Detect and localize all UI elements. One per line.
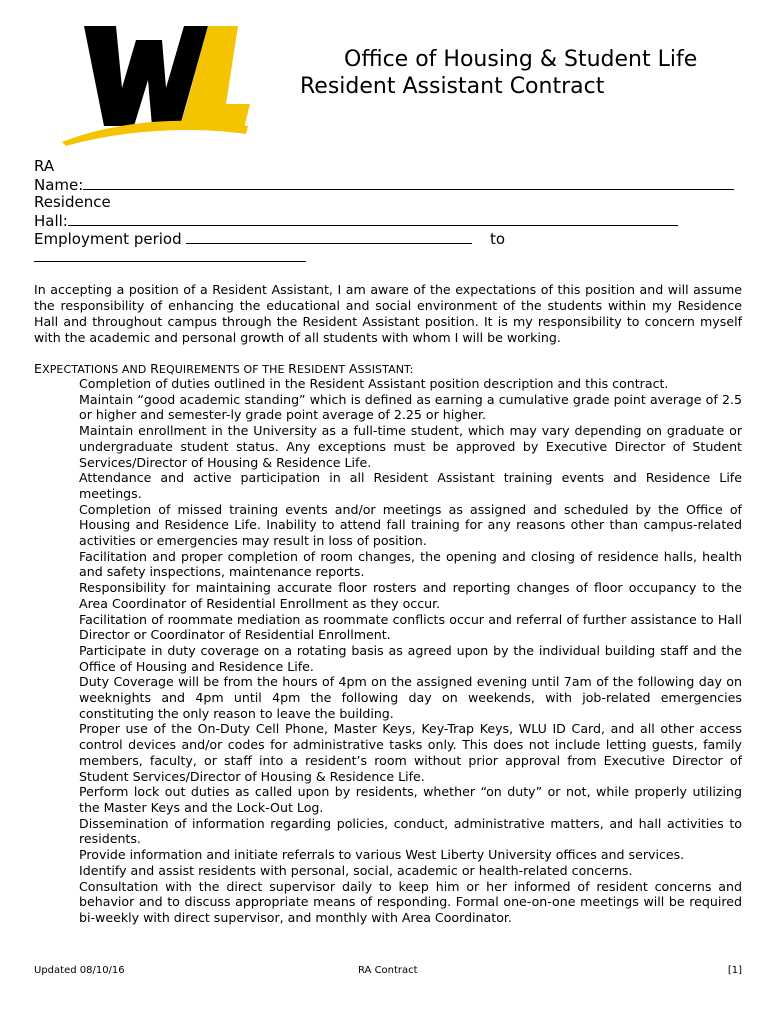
heading-text-1: XPECTATIONS AND <box>42 363 151 376</box>
list-item: Maintain enrollment in the University as a full-time student, which may vary depending on graduate or undergraduate student status. Any exceptions must be approved by Executive Director of Student Services/Director of Housing & Residence Life. <box>79 423 742 470</box>
heading-cap-r: R <box>150 361 159 376</box>
name-field[interactable] <box>83 175 734 190</box>
list-item: Attendance and active participation in all Resident Assistant training events and Residence Life meetings. <box>79 470 742 501</box>
title-contract: Resident Assistant Contract <box>300 74 605 99</box>
section-heading <box>34 362 413 377</box>
list-item: Perform lock out duties as called upon by residents, whether “on duty” or not, while properly utilizing the Master Keys and the Lock-Out Log. <box>79 784 742 815</box>
list-item: Completion of missed training events and/or meetings as assigned and scheduled by the Office of Housing and Residence Life. Inability to attend fall training for any reasons other than campus-related activities or emergencies may result in loss of position. <box>79 501 742 549</box>
list-item: Duty Coverage will be from the hours of 4pm on the assigned evening until 7am of the following day on weeknights and 4pm until 4pm the following day on weekends, with job-related emergencies constituting the only reason to leave the building. <box>79 674 742 721</box>
list-item: Dissemination of information regarding policies, conduct, administrative matters, and hall activities to residents. <box>79 815 742 847</box>
list-item: Provide information and initiate referrals to various West Liberty University offices and services. <box>79 847 685 863</box>
list-item: Facilitation of roommate mediation as roommate conflicts occur and referral of further assistance to Hall Director or Coordinator of Residential Enrollment. <box>79 611 742 643</box>
document-name: RA Contract <box>358 965 418 976</box>
updated-date: Updated 08/10/16 <box>34 965 125 976</box>
intro-paragraph: In accepting a position of a Resident Assistant, I am aware of the expectations of this position and will assume the responsibility of enhancing the educational and social environment of the students within my Residence Hall and throughout campus through the Resident Assistant position. It is my responsibility to concern myself with the academic and personal growth of all students with whom I will be working. <box>34 282 742 345</box>
employment-start-field[interactable] <box>186 229 472 244</box>
heading-cap-e: E <box>34 361 43 376</box>
heading-cap-a: A <box>348 361 358 376</box>
heading-text-2: EQUIREMENTS OF THE <box>158 363 289 376</box>
heading-text-4: SSISTANT: <box>357 363 414 376</box>
document-title <box>300 46 740 100</box>
hall-field-line <box>34 211 738 229</box>
name-field-line <box>34 175 738 193</box>
list-item: Responsibility for maintaining accurate floor rosters and reporting changes of floor occupancy to the Area Coordinator of Residential Enrollment as they occur. <box>79 580 742 611</box>
heading-cap-r2: R <box>288 361 297 376</box>
to-label: to <box>489 230 506 248</box>
employment-period-line <box>34 229 738 247</box>
residence-label: Residence <box>34 193 111 211</box>
employment-end-field[interactable] <box>34 247 306 262</box>
list-item: Facilitation and proper completion of room changes, the opening and closing of residence halls, health and safety inspections, maintenance reports. <box>79 548 742 580</box>
residence-label-line <box>34 193 738 211</box>
title-office: Office of Housing & Student Life <box>344 47 698 72</box>
name-label: Name: <box>34 176 84 194</box>
list-item: Participate in duty coverage on a rotating basis as agreed upon by the individual building staff and the Office of Housing and Residence Life. <box>79 642 742 674</box>
ra-label: RA <box>34 157 55 175</box>
employment-end-line <box>34 247 738 265</box>
list-item: Completion of duties outlined in the Resident Assistant position description and this contract. <box>79 376 669 391</box>
hall-label: Hall: <box>34 212 68 230</box>
employment-period-label: Employment period <box>34 230 182 248</box>
list-item: Identify and assist residents with personal, social, academic or health-related concerns. <box>79 862 633 878</box>
list-item: Consultation with the direct supervisor daily to keep him or her informed of resident concerns and behavior and to discuss appropriate means of responding. Formal one-on-one meetings will be required bi-weekly with direct supervisor, and monthly with Area Coordinator. <box>79 878 742 925</box>
list-item: Maintain “good academic standing” which is defined as earning a cumulative grade point average of 2.5 or higher and semester-ly grade point average of 2.25 or higher. <box>79 391 742 423</box>
duties-list <box>79 376 742 926</box>
contract-fields <box>34 157 738 265</box>
heading-text-3: ESIDENT <box>296 363 349 376</box>
ra-label-line <box>34 157 738 175</box>
page-number: [1] <box>727 965 742 976</box>
list-item: Proper use of the On-Duty Cell Phone, Master Keys, Key-Trap Keys, WLU ID Card, and all other access control devices and/or codes for administrative tasks only. This does not include letting guests, family members, faculty, or staff into a resident’s room without prior approval from Executive Director of Student Services/Director of Housing & Residence Life. <box>79 721 742 784</box>
wl-logo <box>58 22 254 146</box>
residence-hall-field[interactable] <box>68 211 678 226</box>
